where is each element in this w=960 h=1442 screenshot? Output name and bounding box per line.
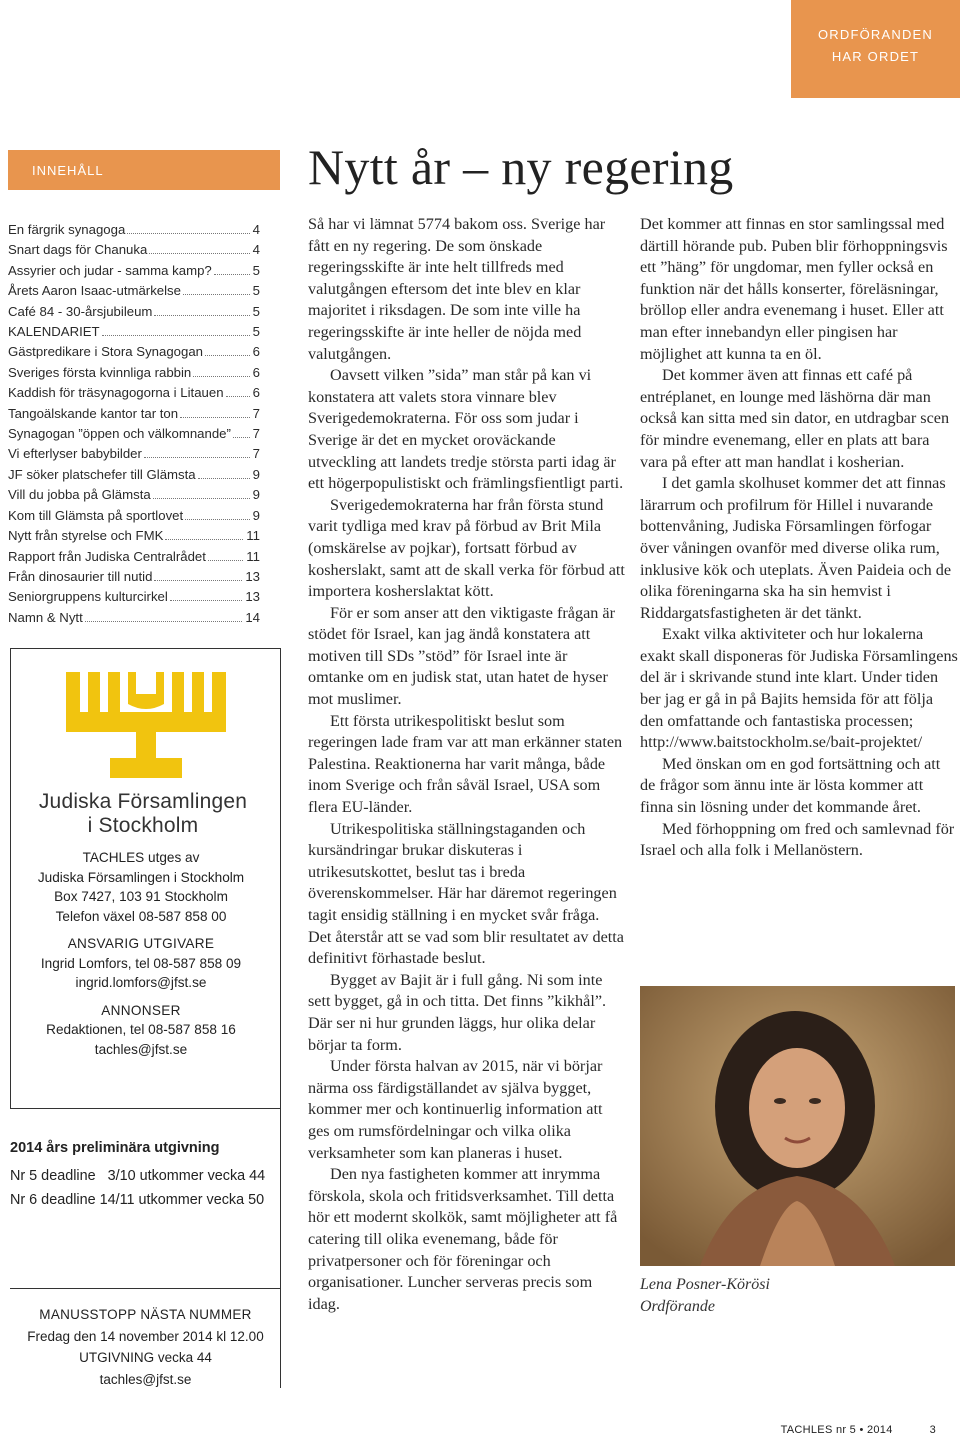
article-paragraph: Ett första utrikespolitiskt beslut som regeringen lade fram var att man erkänner staten Palestina. Reaktionerna har varit många, både inom Sverige och från såväl Israel, USA som flera EU-länder. bbox=[308, 711, 623, 817]
org-name-line1: Judiska Församlingen bbox=[38, 790, 248, 813]
caption-name: Lena Posner-Körösi bbox=[640, 1276, 770, 1293]
toc-leader-dots bbox=[198, 478, 250, 479]
colophon bbox=[10, 848, 272, 1067]
toc-item-title: Tangoälskande kantor tar ton bbox=[8, 405, 179, 421]
toc-leader-dots bbox=[205, 355, 250, 356]
article-headline: Nytt år – ny regering bbox=[308, 139, 734, 195]
toc-item[interactable] bbox=[8, 506, 260, 526]
toc-item-page: 13 bbox=[245, 568, 260, 584]
toc-leader-dots bbox=[233, 437, 250, 438]
toc-item[interactable] bbox=[8, 465, 260, 485]
section-tab bbox=[791, 0, 960, 98]
toc-leader-dots bbox=[183, 294, 250, 295]
toc-item[interactable] bbox=[8, 485, 260, 505]
toc-item[interactable] bbox=[8, 383, 260, 403]
edition-line: Nr 6 deadline 14/11 utkommer vecka 50 bbox=[10, 1192, 265, 1208]
toc-leader-dots bbox=[180, 417, 250, 418]
toc-item[interactable] bbox=[8, 220, 260, 240]
toc-leader-dots bbox=[208, 560, 243, 561]
article-paragraph: Det kommer även att finnas ett café på entréplanet, en lounge med läshörna där man också kan sitta med sin dator, en utdragbar scen för mindre evenemang, eller en plats att bara vara på efter att man handlat i kosherian. bbox=[640, 366, 950, 471]
toc-item[interactable] bbox=[8, 363, 260, 383]
article-paragraph: För er som anser att den viktigaste frågan är stödet för Israel, kan jag ändå konstatera att motiven till SDs ”stöd” för Israel inte är omtanke om en judisk stat, utan hatet de hyser mot muslimer. bbox=[308, 603, 615, 709]
toc-item-page: 6 bbox=[252, 385, 260, 401]
toc-item[interactable] bbox=[8, 567, 260, 587]
sidebar-divider bbox=[280, 648, 281, 1388]
edition-line: Nr 5 deadline 3/10 utkommer vecka 44 bbox=[10, 1168, 266, 1184]
deadline-heading: MANUSSTOPP NÄSTA NUMMER bbox=[39, 1307, 252, 1322]
toc-leader-dots bbox=[149, 253, 249, 254]
toc-item[interactable] bbox=[8, 547, 260, 567]
article-paragraph: Det kommer att finnas en stor samlingssal med därtill hörande pub. Puben blir förhoppningsvis ett ”häng” för ungdomar, men fyller också en funktion när det hålls konserter, föreläsningar, bröllop eller andra evenemang i huset. Eller att man efter innebandyn eller pingisen har möjlighet att kunna ta en öl. bbox=[640, 215, 948, 363]
toc-item[interactable] bbox=[8, 342, 260, 362]
toc-item-page: 4 bbox=[252, 242, 260, 258]
toc-leader-dots bbox=[102, 335, 250, 336]
toc-item-page: 5 bbox=[252, 324, 260, 340]
publisher-line: Box 7427, 103 91 Stockholm bbox=[54, 889, 228, 904]
toc-item-title: Årets Aaron Isaac-utmärkelse bbox=[8, 283, 181, 299]
toc-item-title: Rapport från Judiska Centralrådet bbox=[8, 548, 206, 564]
toc-leader-dots bbox=[170, 600, 243, 601]
toc-item-page: 6 bbox=[252, 344, 260, 360]
ads-block bbox=[10, 1001, 272, 1060]
toc-item-title: KALENDARIET bbox=[8, 324, 100, 340]
toc-leader-dots bbox=[153, 498, 250, 499]
toc-item-page: 7 bbox=[252, 446, 260, 462]
photo-caption bbox=[640, 1274, 770, 1318]
toc-item-page: 11 bbox=[246, 548, 260, 564]
toc-item-page: 11 bbox=[246, 528, 260, 544]
toc-leader-dots bbox=[193, 376, 249, 377]
article-paragraph: Sverigedemokraterna har från första stund varit tydliga med krav på förbud av Brit Mila (omskärelse av pojkar), fortsatt förbud av kosherslakt, samt att de skall verka för förbud att importera kosherslaktat kött. bbox=[308, 495, 625, 601]
sidebar-top-rule bbox=[10, 648, 280, 649]
toc-item[interactable] bbox=[8, 587, 260, 607]
toc-title: INNEHÅLL bbox=[8, 150, 280, 190]
article-paragraph: Under första halvan av 2015, när vi börjar närma oss färdigställandet av själva bygget, kommer mer och kontinuerlig information att ges om rumsfördelningar och vilka olika verksamheter som kan planeras i huset. bbox=[308, 1057, 603, 1162]
toc-item[interactable] bbox=[8, 302, 260, 322]
toc-leader-dots bbox=[185, 519, 249, 520]
editor-block bbox=[10, 934, 272, 993]
toc-item[interactable] bbox=[8, 444, 260, 464]
menorah-logo-icon bbox=[66, 672, 226, 782]
publisher-line: Telefon växel 08-587 858 00 bbox=[55, 908, 227, 924]
article-paragraph: Bygget av Bajit är i full gång. Ni som inte sett bygget, gå in och titta. Det finns ”kikhål”. Där ser ni hur grunden läggs, hur olika delar börjar ta form. bbox=[308, 970, 607, 1054]
org-logo-name bbox=[20, 790, 266, 838]
toc-item-page: 13 bbox=[245, 589, 260, 605]
toc-item[interactable] bbox=[8, 526, 260, 546]
toc-item[interactable] bbox=[8, 281, 260, 301]
publisher-line: Judiska Församlingen i Stockholm bbox=[37, 869, 245, 885]
editor-line: Ingrid Lomfors, tel 08-587 858 09 bbox=[40, 955, 242, 971]
section-tab-line1: ORDFÖRANDEN bbox=[817, 27, 934, 42]
deadline-box bbox=[10, 1288, 281, 1388]
toc-item-page: 9 bbox=[252, 507, 260, 523]
ads-email[interactable]: tachles@jfst.se bbox=[94, 1041, 188, 1057]
toc-item-title: En färgrik synagoga bbox=[8, 222, 126, 237]
toc-item-title: Synagogan ”öppen och välkomnande” bbox=[8, 426, 231, 442]
toc-item-title: Sveriges första kvinnliga rabbin bbox=[8, 364, 192, 380]
toc-item-page: 14 bbox=[245, 609, 260, 625]
toc-item-title: Kaddish för träsynagogorna i Litauen bbox=[8, 385, 224, 401]
article-paragraph: Utrikespolitiska ställningstaganden och kursändringar brukar diskuteras i utrikesutskottet, beslut tas i breda överenskommelser. Här har däremot regeringen tagit ensidig ställning i en mycket svår fråga. Det återstår att se vad som blir resultatet av detta definitivt förhastade beslut. bbox=[308, 819, 624, 968]
editor-email[interactable]: ingrid.lomfors@jfst.se bbox=[75, 975, 207, 990]
toc-leader-dots bbox=[214, 274, 250, 275]
article-paragraph: Exakt vilka aktiviteter och hur lokalerna exakt skall disponeras för Judiska Församlingens del är i skrivande stund inte klart. Under tiden ber jag er gå in på Bajits hemsida för att följa den omfattande och fantastiska processen; http://www.baitstockholm.se/bait-projektet/ bbox=[640, 625, 958, 752]
publisher-block bbox=[10, 848, 272, 926]
toc-item[interactable] bbox=[8, 404, 260, 424]
portrait-photo bbox=[640, 986, 955, 1266]
toc-item-page: 6 bbox=[252, 364, 260, 380]
toc-leader-dots bbox=[127, 233, 249, 234]
toc-leader-dots bbox=[154, 315, 249, 316]
toc-item-title: Snart dags för Chanuka bbox=[8, 242, 148, 258]
deadline-issue: UTGIVNING vecka 44 bbox=[79, 1350, 212, 1365]
article-paragraph: Med förhoppning om fred och samlevnad för Israel och alla folk i Mellanöstern. bbox=[640, 819, 955, 860]
footer-label: TACHLES nr 5 • 2014 bbox=[780, 1424, 893, 1436]
toc-leader-dots bbox=[144, 457, 250, 458]
toc-item-page: 9 bbox=[252, 466, 260, 482]
page-footer bbox=[0, 1424, 936, 1436]
deadline-email[interactable]: tachles@jfst.se bbox=[99, 1371, 192, 1387]
editions-title: 2014 års preliminära utgivning bbox=[10, 1140, 220, 1156]
org-name-line2: i Stockholm bbox=[87, 814, 199, 837]
toc-leader-dots bbox=[226, 396, 250, 397]
toc-item-page: 4 bbox=[252, 222, 260, 237]
ads-heading: ANNONSER bbox=[101, 1002, 181, 1018]
publisher-line: TACHLES utges av bbox=[82, 850, 200, 865]
article-paragraph: Med önskan om en god fortsättning och att de frågor som ännu inte är lösta kommer att finna sin lösning under det kommande året. bbox=[640, 754, 941, 817]
toc-item-page: 9 bbox=[252, 487, 260, 503]
article-column-2 bbox=[640, 214, 958, 862]
ads-line: Redaktionen, tel 08-587 858 16 bbox=[46, 1022, 236, 1037]
toc-item-page: 5 bbox=[252, 283, 260, 299]
toc-item-title: Namn & Nytt bbox=[8, 609, 83, 625]
toc-item-title: Seniorgruppens kulturcirkel bbox=[8, 589, 168, 605]
toc-item-title: Gästpredikare i Stora Synagogan bbox=[8, 344, 203, 360]
toc-item-page: 5 bbox=[252, 262, 260, 278]
toc-item-title: Nytt från styrelse och FMK bbox=[8, 528, 164, 544]
toc-item-title: Café 84 - 30-årsjubileum bbox=[8, 303, 153, 319]
toc-item-page: 7 bbox=[252, 426, 260, 442]
editions-rule bbox=[10, 1108, 281, 1109]
page-number: 3 bbox=[929, 1424, 936, 1436]
toc-item-title: JF söker platschefer till Glämsta bbox=[8, 466, 196, 482]
table-of-contents bbox=[8, 220, 260, 628]
toc-item[interactable] bbox=[8, 322, 260, 342]
toc-leader-dots bbox=[165, 539, 243, 540]
section-tab-line2: HAR ORDET bbox=[831, 49, 920, 64]
toc-item-title: Från dinosaurier till nutid bbox=[8, 568, 153, 584]
toc-item[interactable] bbox=[8, 424, 260, 444]
toc-item[interactable] bbox=[8, 608, 260, 628]
article-paragraph: Så har vi lämnat 5774 bakom oss. Sverige har fått en ny regering. De som önskade regeringsskifte är inte helt tillfreds med valutgången eftersom det inte blev en klar majoritet i riksdagen. De som inte ville ha regeringsskifte är inte heller de nöjda med valutgången. bbox=[308, 215, 606, 363]
toc-item-title: Vill du jobba på Glämsta bbox=[8, 487, 151, 503]
toc-leader-dots bbox=[85, 621, 243, 622]
toc-item-title: Vi efterlyser babybilder bbox=[8, 446, 142, 462]
deadline-date: Fredag den 14 november 2014 kl 12.00 bbox=[27, 1328, 264, 1344]
toc-item-title: Assyrier och judar - samma kamp? bbox=[8, 262, 212, 278]
toc-item[interactable] bbox=[8, 240, 260, 260]
editor-heading: ANSVARIG UTGIVARE bbox=[67, 936, 215, 951]
article-column-1 bbox=[308, 214, 626, 1315]
caption-role: Ordförande bbox=[640, 1298, 715, 1315]
article-paragraph: Den nya fastigheten kommer att inrymma förskola, skola och fritidsverksamhet. Till detta hör ett modernt skolkök, samt möjligheter att få catering till olika evenemang, både för privatpersoner och för föreningar och organisationer. Luncher serveras precis som idag. bbox=[308, 1165, 618, 1313]
toc-item-title: Kom till Glämsta på sportlovet bbox=[8, 507, 184, 523]
toc-item-page: 5 bbox=[252, 303, 260, 319]
article-paragraph: I det gamla skolhuset kommer det att finnas lärarrum och profilrum för Hillel i nuvarande bottenvåning, Judiska Församlingen förfogar över våningen ovanför med diverse olika rum, inklusive kök och uteplats. Även Paideia och de olika föreningarna ska ha sin hemvist i Riddargatsfastigheten är det tänkt. bbox=[640, 474, 952, 622]
toc-item[interactable] bbox=[8, 261, 260, 281]
toc-item-page: 7 bbox=[252, 405, 260, 421]
toc-leader-dots bbox=[154, 580, 242, 581]
article-paragraph: Oavsett vilken ”sida” man står på kan vi konstatera att valets stora vinnare blev Sverigedemokraterna. För oss som judar i Sverige är det en mycket oroväckande utveckling att landets tredje största parti idag är ett högerpopulistiskt och främlingsfientligt parti. bbox=[308, 366, 624, 493]
